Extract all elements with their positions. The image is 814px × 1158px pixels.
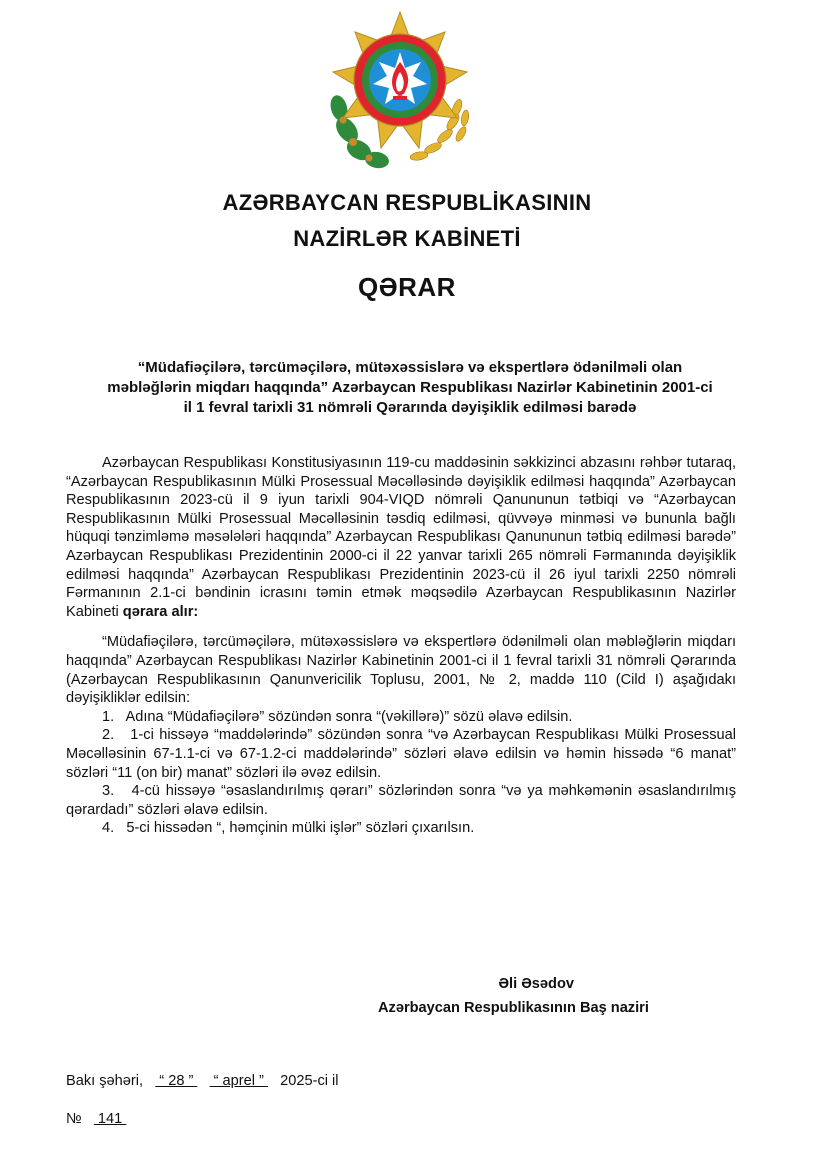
number-label: № (66, 1111, 82, 1127)
document-body (66, 454, 736, 838)
document-type: QƏRAR (358, 272, 456, 302)
number-value: 141 (93, 1111, 127, 1127)
amendment-item-1: 1. Adına “Müdafiəçilərə” sözündən sonra “(vəkillərə)” sözü əlavə edilsin. (102, 708, 573, 725)
decision-phrase: qərara alır: (122, 603, 199, 620)
date-month: “ aprel ” (209, 1073, 268, 1089)
amendment-item-3: 3. 4-cü hissəyə “əsaslandırılmış qərarı” sözlərindən sonra “və ya məhkəmənin əsaslandırılmış qərardadı” sözləri əlavə edilsin. (66, 783, 736, 818)
azerbaijan-state-emblem-icon (325, 10, 475, 172)
preamble-paragraph (66, 454, 736, 621)
amendment-item-2: 2. 1-ci hissəyə “maddələrində” sözündən sonra “və Azərbaycan Respublikası Mülki Prosessual Məcəlləsinin 67-1.1-ci və 67-1.2-ci maddələrində” sözləri əlavə edilsin və həmin hissədə “6 manat” sözləri “11 (on bir) manat” sözləri ilə əvəz edilsin. (66, 727, 736, 781)
issuer-line-2: NAZİRLƏR KABİNETİ (293, 226, 521, 251)
document-number (66, 1111, 126, 1127)
amendment-intro: “Müdafiəçilərə, tərcüməçilərə, mütəxəssislərə və ekspertlərə ödənilməli olan məbləğlərin miqdarı haqqında” Azərbaycan Respublikası Nazirlər Kabinetinin 2001-ci il 1 fevral tarixli 31 nömrəli Qərarında (Azərbaycan Respublikasının Qanunvericilik Toplusu, 2001, № 2, maddə 110 (Cild I) aşağıdakı dəyişikliklər edilsin: (66, 634, 736, 707)
signatory-name: Əli Əsədov (498, 976, 574, 992)
place-and-date (66, 1073, 339, 1089)
date-year: 2025-ci il (280, 1073, 339, 1089)
document-title: “Müdafiəçilərə, tərcüməçilərə, mütəxəssislərə və ekspertlərə ödənilməli olan məbləğlərin miqdarı haqqında” Azərbaycan Respublikası Nazirlər Kabinetinin 2001-ci il 1 fevral tarixli 31 nömrəli Qərarında dəyişiklik edilməsi barədə (107, 359, 713, 416)
date-day: “ 28 ” (155, 1073, 198, 1089)
city: Bakı şəhəri, (66, 1073, 144, 1089)
preamble-text: Azərbaycan Respublikası Konstitusiyasının 119-cu maddəsinin səkkizinci abzasını rəhbər tutaraq, “Azərbaycan Respublikasının Mülki Prosessual Məcəlləsində dəyişiklik edilməsi haqqında” Azərbaycan Respublikasının 2023-cü il 9 iyun tarixli 904-VIQD nömrəli Qanununun tətbiqi və “Azərbaycan Respublikasının Mülki Prosessual Məcəlləsinin təsdiq edilməsi, qüvvəyə minməsi və bununla bağlı hüquqi tənzimləmə məsələləri haqqında” Azərbaycan Respublikası Qanununun tətbiq edilməsi barədə” Azərbaycan Respublikası Prezidentinin 2000-ci il 22 yanvar tarixli 265 nömrəli Fərmanında dəyişiklik edilməsi haqqında” Azərbaycan Respublikası Prezidentinin 2023-cü il 26 iyul tarixli 2250 nömrəli Fərmanının 2.1-ci bəndinin icrasını təmin etmək məqsədilə Azərbaycan Respublikasının Nazirlər Kabineti (66, 455, 736, 620)
issuer-line-1: AZƏRBAYCAN RESPUBLİKASININ (222, 190, 592, 215)
amendment-item-4: 4. 5-ci hissədən “, həmçinin mülki işlər” sözləri çıxarılsın. (102, 820, 475, 837)
signatory-position: Azərbaycan Respublikasının Baş naziri (378, 1000, 649, 1016)
